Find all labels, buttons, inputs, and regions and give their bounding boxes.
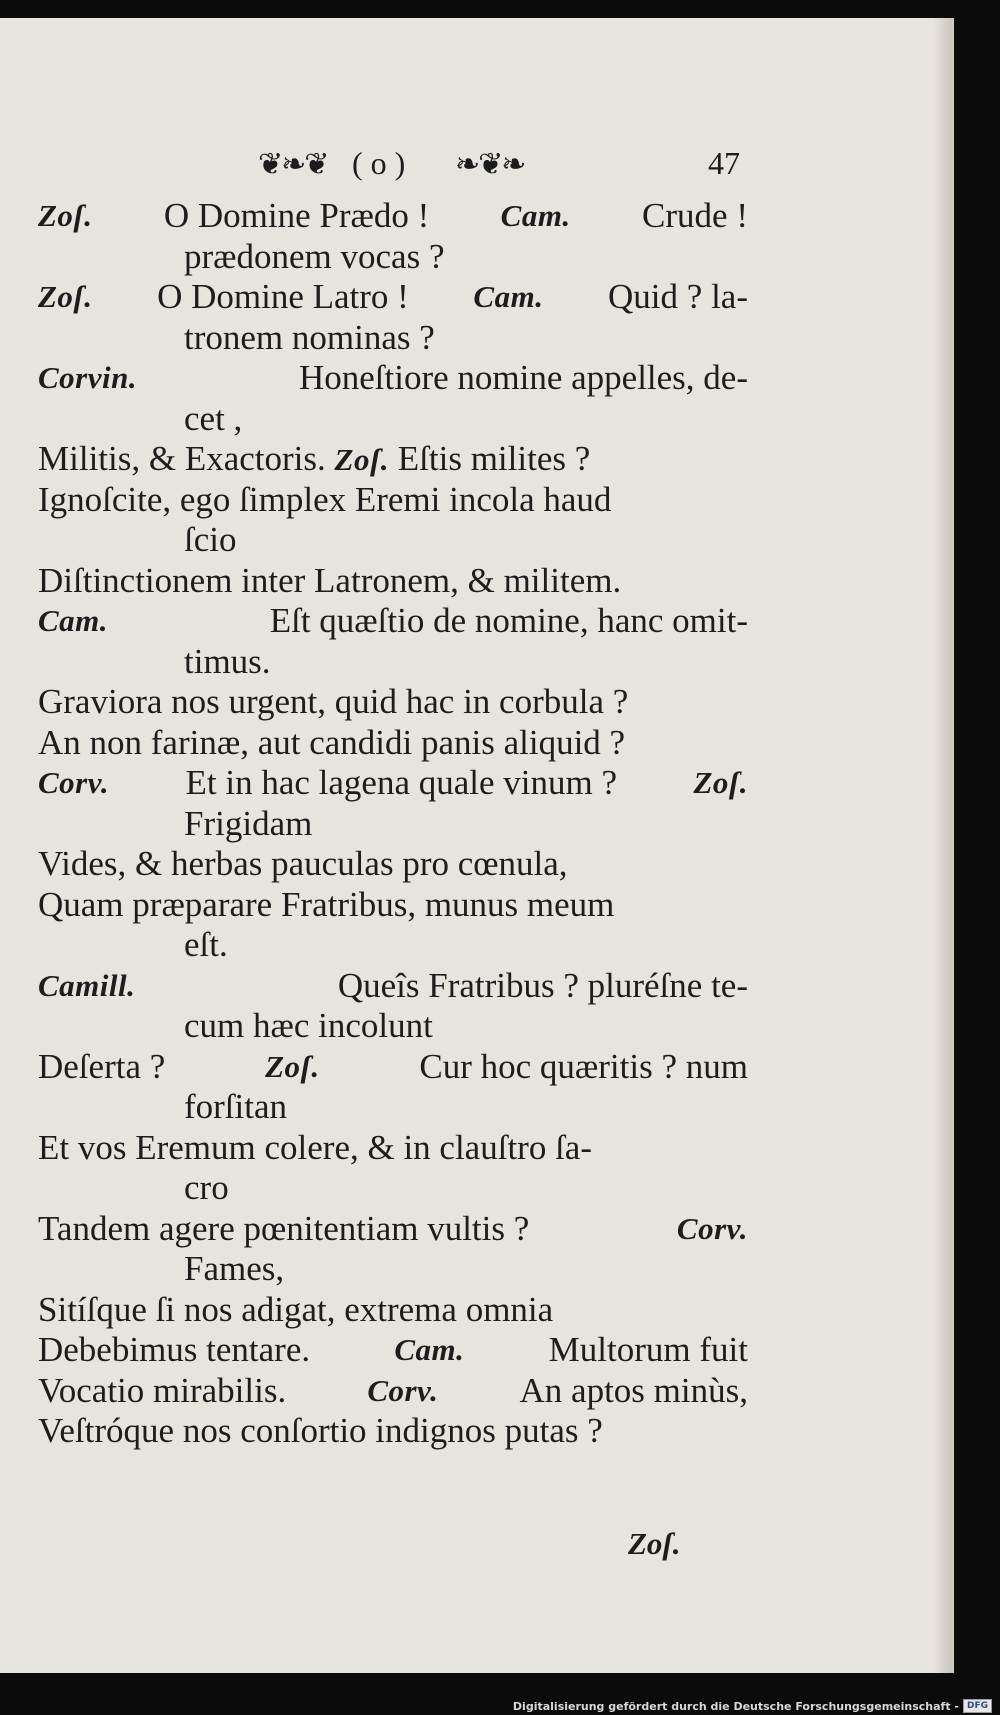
- verse-text: Tandem agere pœnitentiam vultis ?: [38, 1208, 530, 1248]
- text-line: [38, 925, 748, 966]
- verse-text: Veſtróque nos conſortio indignos putas ?: [38, 1411, 603, 1450]
- text-line: [38, 480, 748, 521]
- verse-text: eſt.: [184, 925, 228, 964]
- verse-text: Graviora nos urgent, quid hac in corbula ?: [38, 682, 629, 721]
- dfg-logo-icon: DFG: [963, 1699, 992, 1713]
- text-line: [38, 1168, 748, 1209]
- book-page: [0, 18, 954, 1673]
- text-line: [38, 1047, 748, 1088]
- text-line: [38, 723, 748, 764]
- speaker-label: Zoſ.: [334, 442, 390, 477]
- verse-text: cum hæc incolunt: [184, 1006, 433, 1045]
- verse-text: Crude !: [642, 196, 748, 235]
- verse-text: Debebimus tentare.: [38, 1330, 311, 1369]
- verse-text: Quid ? la-: [608, 277, 748, 316]
- catchword: Zoſ.: [628, 1526, 681, 1561]
- verse-text: timus.: [184, 641, 271, 681]
- verse-text: Et vos Eremum colere, & in clauſtro ſa-: [38, 1127, 592, 1167]
- text-line: [38, 1411, 748, 1452]
- verse-text: cet ,: [184, 398, 243, 438]
- text-line: [38, 763, 748, 804]
- verse-text: Frigidam: [184, 803, 313, 843]
- digitization-credit: [513, 1699, 992, 1713]
- verse-text: Multorum fuit: [548, 1330, 748, 1369]
- text-line: [38, 1087, 748, 1128]
- verse-text: An aptos minùs,: [519, 1370, 748, 1410]
- verse-text: tronem nominas ?: [184, 317, 435, 357]
- running-head: [0, 143, 952, 191]
- verse-text: Eſtis milites ?: [389, 439, 591, 478]
- verse-text: Ignoſcite, ego ſimplex Eremi incola haud: [38, 479, 612, 519]
- text-line: [38, 966, 748, 1007]
- credit-text: Digitalisierung gefördert durch die Deutsche Forschungsgemeinschaft -: [512, 1699, 959, 1713]
- verse-text: Deſerta ?: [38, 1046, 166, 1086]
- speaker-label: Cam.: [38, 603, 109, 638]
- page-text: [38, 196, 748, 1452]
- verse-text: O Domine Latro !: [157, 277, 409, 316]
- text-line: [38, 804, 748, 845]
- text-line: [38, 1209, 748, 1250]
- verse-text: Quam præparare Fratribus, munus meum: [38, 884, 615, 924]
- verse-text: forſitan: [184, 1087, 288, 1126]
- text-line: [38, 682, 748, 723]
- text-line: [38, 237, 748, 278]
- speaker-label: Zoſ.: [38, 198, 93, 233]
- verse-text: Vocatio mirabilis.: [38, 1370, 287, 1410]
- text-line: [38, 642, 748, 683]
- speaker-label: Zoſ.: [265, 1048, 320, 1084]
- text-line: [38, 277, 748, 318]
- text-line: [38, 1249, 748, 1290]
- text-line: [38, 1128, 748, 1169]
- speaker-label: Corv.: [676, 1210, 748, 1246]
- text-line: [38, 520, 748, 561]
- text-line: [38, 1371, 748, 1412]
- speaker-label: Corv.: [38, 765, 110, 800]
- text-line: [38, 561, 748, 602]
- verse-text: Honeſtiore nomine appelles, de-: [298, 358, 748, 397]
- verse-text: Fames,: [184, 1249, 285, 1288]
- verse-text: Cur hoc quæritis ? num: [419, 1046, 748, 1086]
- verse-text: An non farinæ, aut candidi panis aliquid ?: [38, 722, 626, 762]
- text-line: [38, 358, 748, 399]
- text-line: [38, 885, 748, 926]
- verse-text: cro: [184, 1168, 229, 1207]
- text-line: [38, 1006, 748, 1047]
- text-line: [38, 196, 748, 237]
- verse-text: Militis, & Exactoris.: [38, 439, 335, 478]
- text-line: [38, 439, 748, 480]
- verse-text: Queîs Fratribus ? pluréſne te-: [337, 965, 748, 1005]
- verse-text: Eſt quæſtio de nomine, hanc omit-: [269, 601, 748, 640]
- text-line: [38, 1290, 748, 1331]
- speaker-label: Corv.: [367, 1372, 439, 1408]
- speaker-label: Cam.: [394, 1332, 465, 1367]
- page-number: 47: [708, 145, 740, 181]
- speaker-label: Camill.: [38, 967, 136, 1003]
- verse-text: Vides, & herbas pauculas pro cœnula,: [38, 844, 568, 883]
- ornament-left-icon: ❦❧❦: [258, 147, 328, 182]
- speaker-label: Zoſ.: [693, 765, 748, 800]
- verse-text: ſcio: [184, 520, 237, 559]
- verse-text: prædonem vocas ?: [184, 236, 445, 276]
- text-line: [38, 318, 748, 359]
- verse-text: Sitíſque ſi nos adigat, extrema omnia: [38, 1289, 554, 1329]
- text-line: [38, 844, 748, 885]
- speaker-label: Corvin.: [38, 360, 138, 395]
- speaker-label: Cam.: [500, 198, 571, 233]
- verse-text: Et in hac lagena quale vinum ?: [185, 763, 618, 802]
- speaker-label: Cam.: [473, 279, 544, 314]
- speaker-label: Zoſ.: [38, 279, 93, 314]
- page-edge: [934, 18, 952, 1673]
- text-line: [38, 601, 748, 642]
- ornament-right-icon: ❧❦❧: [455, 147, 525, 182]
- text-line: [38, 399, 748, 440]
- signature-mark: ( o ): [352, 145, 406, 181]
- text-line: [38, 1330, 748, 1371]
- verse-text: O Domine Prædo !: [163, 196, 430, 235]
- verse-text: Diſtinctionem inter Latronem, & militem.: [38, 560, 622, 600]
